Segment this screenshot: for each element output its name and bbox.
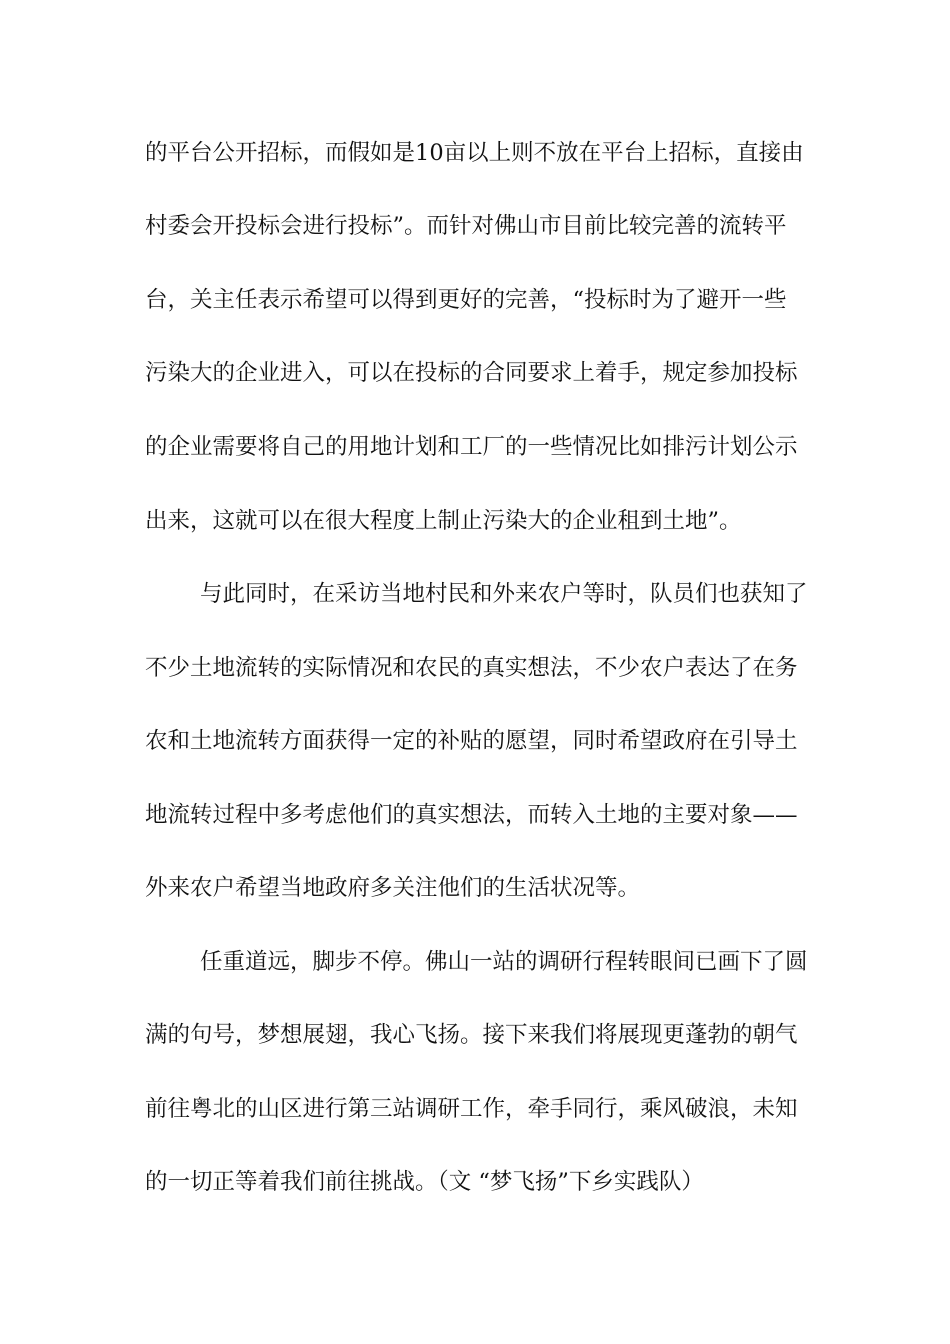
paragraph-1-line-6: 出来，这就可以在很大程度上制止污染大的企业租到土地”。 xyxy=(145,508,742,534)
paragraph-3-line-1: 任重道远，脚步不停。佛山一站的调研行程转眼间已画下了圆 xyxy=(200,949,808,975)
paragraph-3-line-3: 前往粤北的山区进行第三站调研工作，牵手同行，乘风破浪，未知 xyxy=(145,1096,798,1122)
paragraph-1-line-2: 村委会开投标会进行投标”。而针对佛山市目前比较完善的流转平 xyxy=(145,213,787,239)
paragraph-2-line-2: 不少土地流转的实际情况和农民的真实想法，不少农户表达了在务 xyxy=(145,655,798,681)
paragraph-2-line-1: 与此同时，在采访当地村民和外来农户等时，队员们也获知了 xyxy=(200,581,808,607)
paragraph-1-line-4: 污染大的企业进入，可以在投标的合同要求上着手，规定参加投标 xyxy=(145,360,798,386)
paragraph-1-line-1: 的平台公开招标，而假如是10亩以上则不放在平台上招标，直接由 xyxy=(145,140,804,166)
paragraph-2-line-5: 外来农户希望当地政府多关注他们的生活状况等。 xyxy=(145,875,641,901)
paragraph-3-line-2: 满的句号，梦想展翅，我心飞扬。接下来我们将展现更蓬勃的朝气 xyxy=(145,1022,798,1048)
paragraph-2-line-3: 农和土地流转方面获得一定的补贴的愿望，同时希望政府在引导土 xyxy=(145,728,798,754)
paragraph-3-line-4: 的一切正等着我们前往挑战。（文 “梦飞扬”下乡实践队） xyxy=(145,1169,704,1195)
paragraph-2-line-4: 地流转过程中多考虑他们的真实想法，而转入土地的主要对象—— xyxy=(145,802,798,828)
paragraph-1-line-5: 的企业需要将自己的用地计划和工厂的一些情况比如排污计划公示 xyxy=(145,434,798,460)
paragraph-1-line-3: 台，关主任表示希望可以得到更好的完善，“投标时为了避开一些 xyxy=(145,287,787,313)
